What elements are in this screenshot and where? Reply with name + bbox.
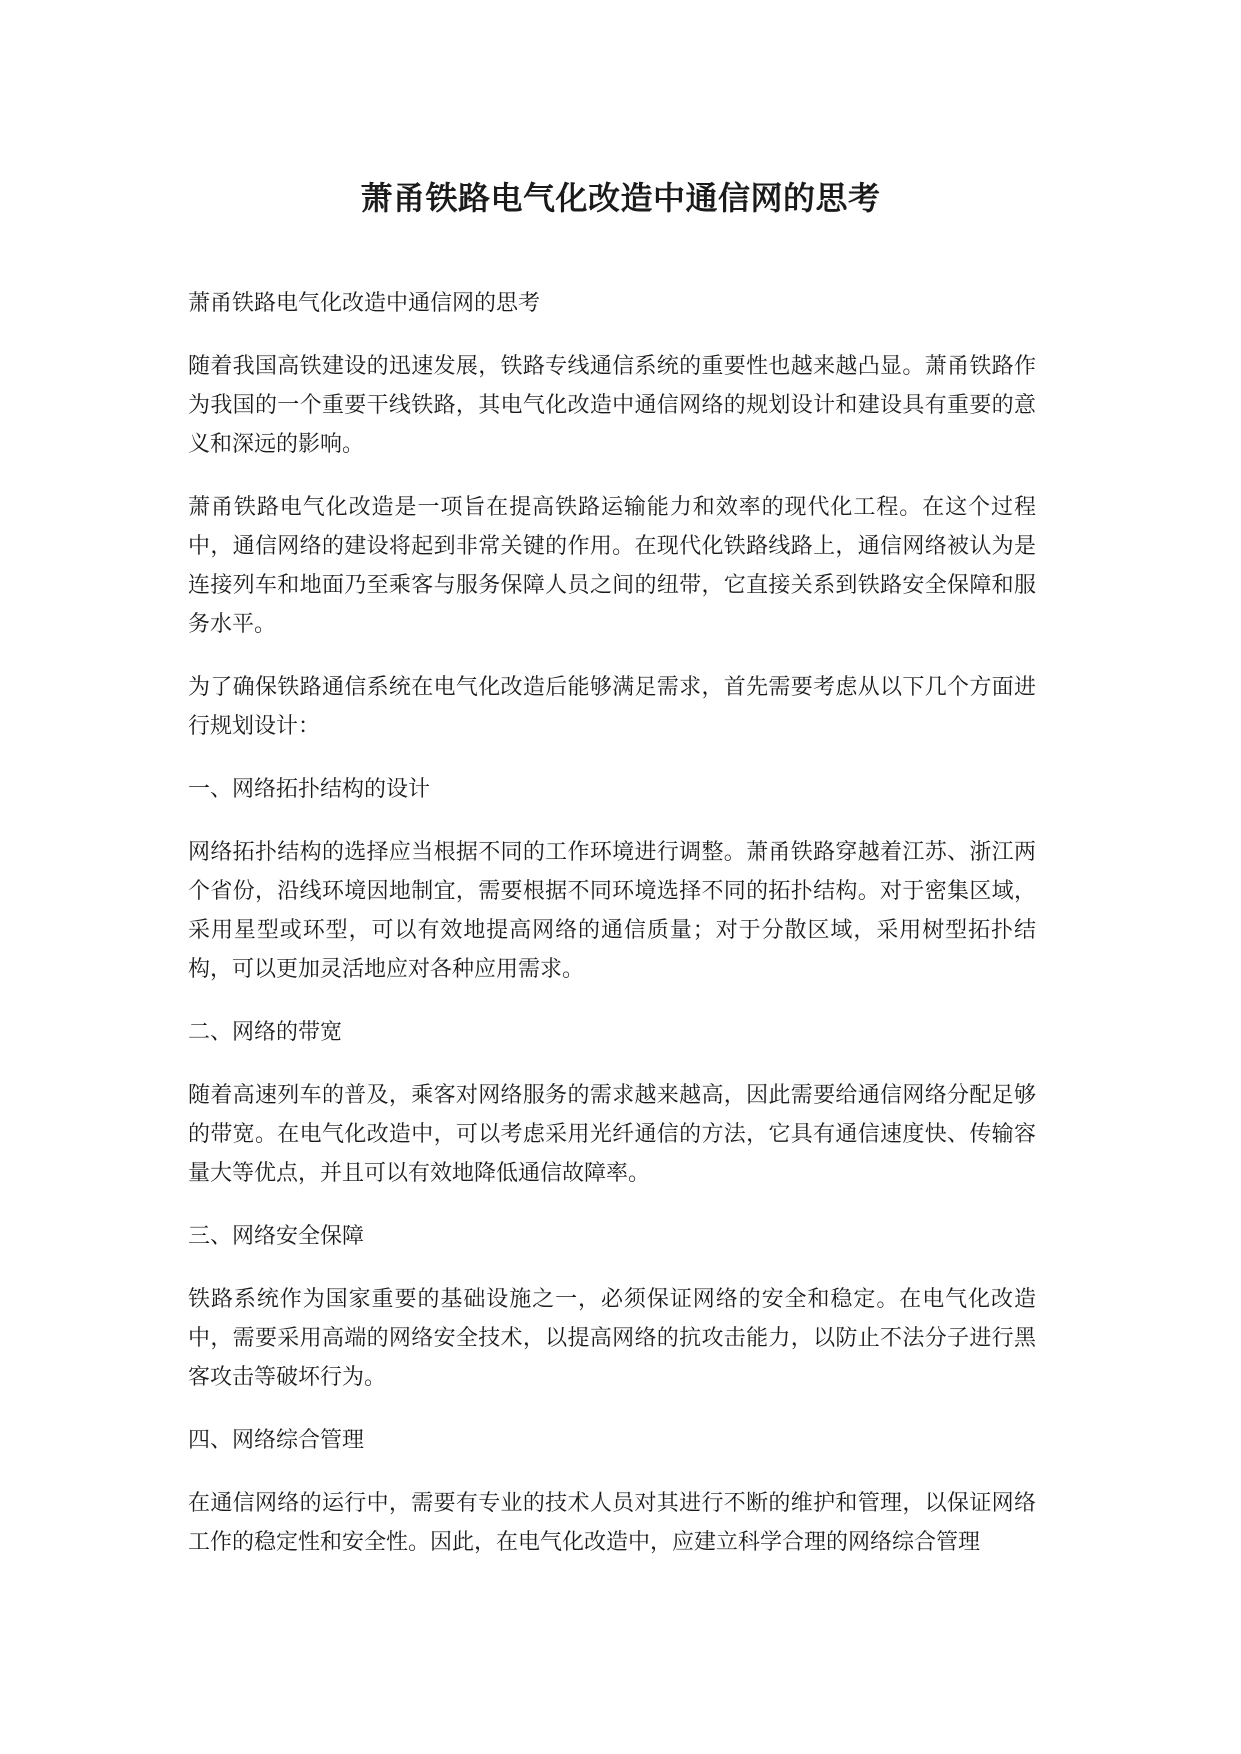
section-text-management: 在通信网络的运行中，需要有专业的技术人员对其进行不断的维护和管理，以保证网络工作的稳定性和安全性。因此，在电气化改造中，应建立科学合理的网络综合管理 — [188, 1491, 1036, 1555]
document-body — [188, 284, 1036, 1586]
section-heading-security: 三、网络安全保障 — [188, 1224, 365, 1249]
intro-paragraph-3: 为了确保铁路通信系统在电气化改造后能够满足需求，首先需要考虑从以下几个方面进行规划设计： — [188, 675, 1036, 739]
subtitle-paragraph: 萧甬铁路电气化改造中通信网的思考 — [188, 291, 541, 316]
section-heading-topology: 一、网络拓扑结构的设计 — [188, 777, 431, 802]
section-heading-bandwidth: 二、网络的带宽 — [188, 1020, 343, 1045]
section-text-security: 铁路系统作为国家重要的基础设施之一，必须保证网络的安全和稳定。在电气化改造中，需要采用高端的网络安全技术，以提高网络的抗攻击能力，以防止不法分子进行黑客攻击等破坏行为。 — [188, 1287, 1036, 1390]
intro-paragraph-2: 萧甬铁路电气化改造是一项旨在提高铁路运输能力和效率的现代化工程。在这个过程中，通信网络的建设将起到非常关键的作用。在现代化铁路线路上，通信网络被认为是连接列车和地面乃至乘客与服务保障人员之间的纽带，它直接关系到铁路安全保障和服务水平。 — [188, 495, 1036, 637]
intro-paragraph-1: 随着我国高铁建设的迅速发展，铁路专线通信系统的重要性也越来越凸显。萧甬铁路作为我国的一个重要干线铁路，其电气化改造中通信网络的规划设计和建设具有重要的意义和深远的影响。 — [188, 354, 1036, 457]
document-title: 萧甬铁路电气化改造中通信网的思考 — [360, 179, 881, 217]
section-heading-management: 四、网络综合管理 — [188, 1428, 365, 1453]
section-text-bandwidth: 随着高速列车的普及，乘客对网络服务的需求越来越高，因此需要给通信网络分配足够的带宽。在电气化改造中，可以考虑采用光纤通信的方法，它具有通信速度快、传输容量大等优点，并且可以有效地降低通信故障率。 — [188, 1083, 1036, 1186]
section-text-topology: 网络拓扑结构的选择应当根据不同的工作环境进行调整。萧甬铁路穿越着江苏、浙江两个省份，沿线环境因地制宜，需要根据不同环境选择不同的拓扑结构。对于密集区域，采用星型或环型，可以有效地提高网络的通信质量；对于分散区域，采用树型拓扑结构，可以更加灵活地应对各种应用需求。 — [188, 840, 1036, 982]
